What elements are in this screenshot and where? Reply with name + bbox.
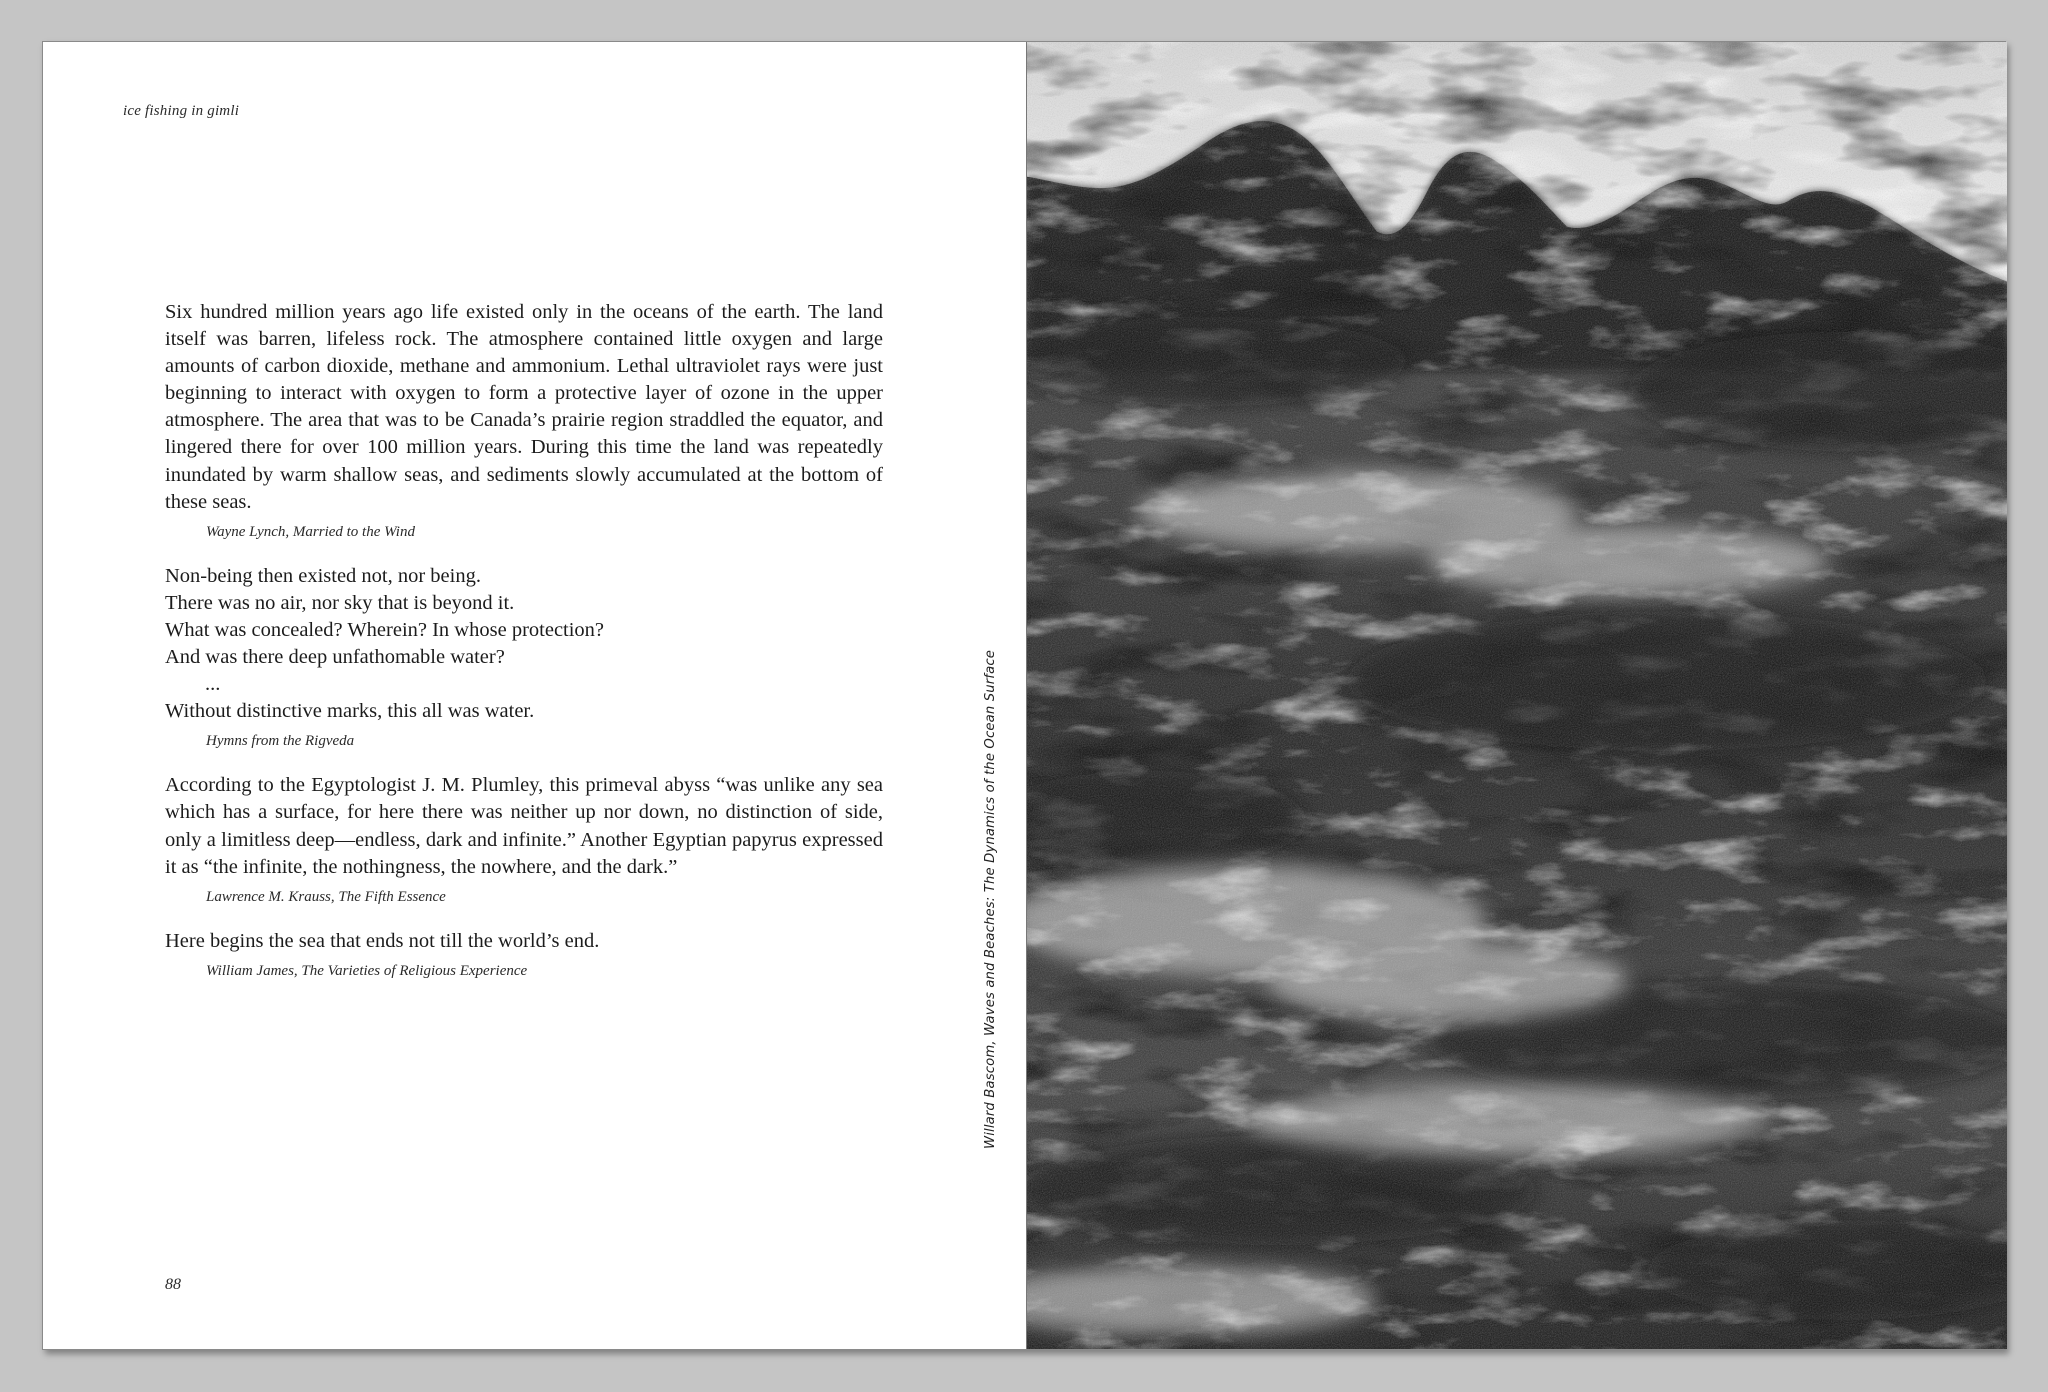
page-number: 88 (165, 1276, 181, 1293)
ocean-waves-photograph (1026, 42, 2007, 1349)
epigraph-attribution-3: Lawrence M. Krauss, The Fifth Essence (206, 888, 446, 905)
epigraph-text-3: According to the Egyptologist J. M. Plumley, this primeval abyss “was unlike any sea which has a surface, for here there was neither up nor down, no distinction of side, only a limitless deep—endless, dark and infinite.” Another Egyptian papyrus expressed it as “the infinite, the nothingness, the nowhere, and the dark.” (165, 774, 883, 878)
ocean-waves-image (1027, 42, 2007, 1349)
epigraph-entry-4 (165, 928, 883, 981)
epigraph-text-4: Here begins the sea that ends not till the world’s end. (165, 929, 600, 952)
verse-line-ellipsis: ... (205, 673, 221, 696)
running-head: ice fishing in gimli (123, 103, 240, 119)
left-page (43, 42, 1025, 1349)
verse-line: And was there deep unfathomable water? (165, 646, 505, 669)
epigraph-attribution-2: Hymns from the Rigveda (206, 733, 355, 750)
photo-credit-caption: Willard Bascom, Waves and Beaches: The Dynamics of the Ocean Surface (983, 650, 998, 1149)
epigraph-attribution-1: Wayne Lynch, Married to the Wind (206, 523, 415, 540)
verse-line: There was no air, nor sky that is beyond it. (165, 591, 515, 614)
epigraph-entry-1 (165, 299, 883, 542)
book-spread (42, 41, 2006, 1350)
epigraph-attribution-4: William James, The Varieties of Religious Experience (206, 962, 528, 979)
verse-line: What was concealed? Wherein? In whose protection? (165, 618, 605, 641)
verse-line: Without distinctive marks, this all was water. (165, 700, 535, 723)
epigraph-entry-3 (165, 772, 883, 906)
verse-line: Non-being then existed not, nor being. (165, 564, 481, 587)
epigraph-column (165, 299, 883, 1002)
epigraph-entry-2 (165, 563, 883, 752)
epigraph-text-1: Six hundred million years ago life existed only in the oceans of the earth. The land itself was barren, lifeless rock. The atmosphere contained little oxygen and large amounts of carbon dioxide, methane and ammonium. Lethal ultraviolet rays were just beginning to interact with oxygen to form a protective layer of ozone in the upper atmosphere. The area that was to be Canada’s prairie region straddled the equator, and lingered there for over 100 million years. During this time the land was repeatedly inundated by warm shallow seas, and sediments slowly accumulated at the bottom of these seas. (165, 301, 883, 513)
